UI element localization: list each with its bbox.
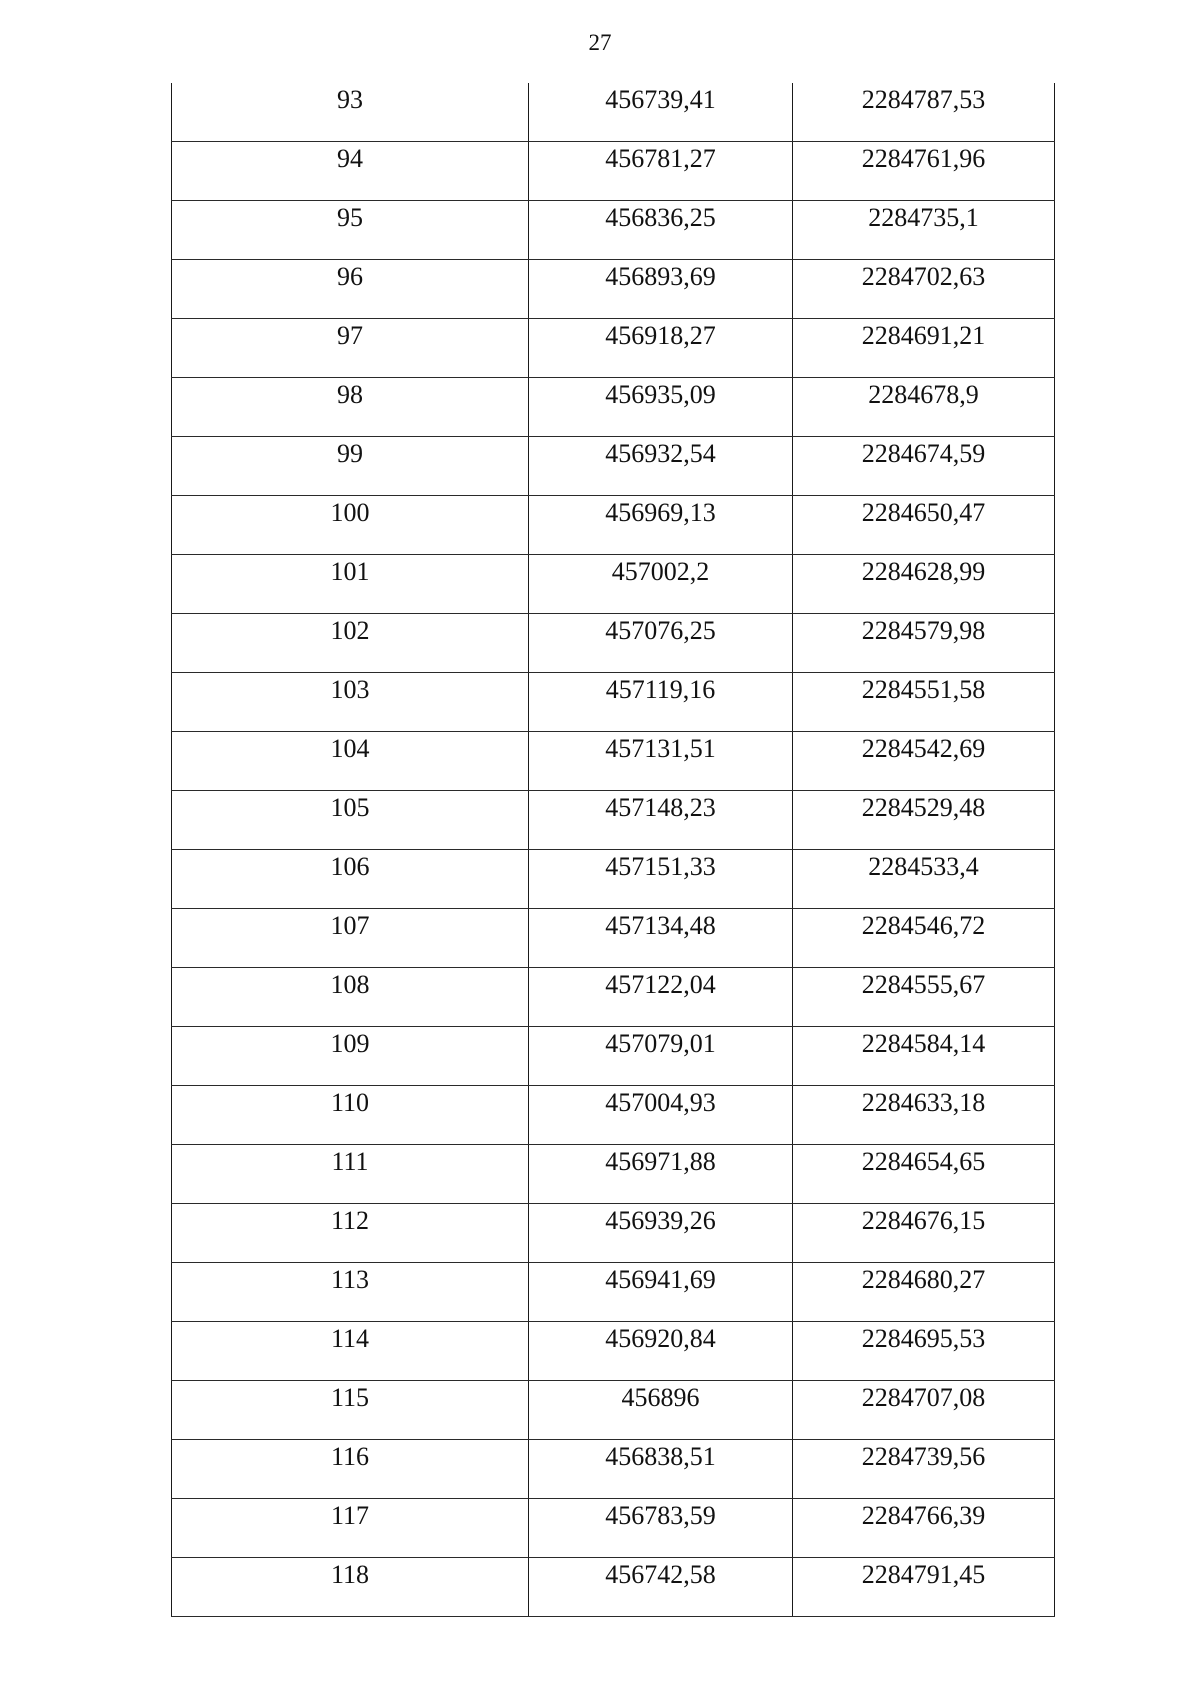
y-coordinate-cell-text: 2284680,27 [861,1265,986,1294]
x-coordinate-cell [529,555,793,614]
x-coordinate-cell-text: 456918,27 [605,321,716,350]
point-number-cell [172,673,529,732]
point-number-cell-text: 109 [330,1029,370,1058]
table-row [172,850,1055,909]
point-number-cell [172,201,529,260]
y-coordinate-cell [793,555,1055,614]
point-number-cell-text: 100 [330,498,370,527]
y-coordinate-cell-text: 2284584,14 [861,1029,986,1058]
point-number-cell-text: 114 [330,1324,370,1353]
point-number-cell [172,1027,529,1086]
x-coordinate-cell-text: 457151,33 [605,852,716,881]
y-coordinate-cell-text: 2284676,15 [861,1206,986,1235]
point-number-cell-text: 99 [337,439,363,468]
y-coordinate-cell [793,201,1055,260]
y-coordinate-cell [793,319,1055,378]
table-row [172,1440,1055,1499]
x-coordinate-cell [529,909,793,968]
point-number-cell-text: 96 [337,262,363,291]
y-coordinate-cell [793,1145,1055,1204]
x-coordinate-cell [529,378,793,437]
table-row [172,555,1055,614]
y-coordinate-cell-text: 2284691,21 [861,321,986,350]
y-coordinate-cell [793,1027,1055,1086]
x-coordinate-cell [529,437,793,496]
point-number-cell-text: 105 [330,793,370,822]
y-coordinate-cell [793,909,1055,968]
table-row [172,437,1055,496]
point-number-cell-text: 110 [330,1088,370,1117]
x-coordinate-cell [529,1499,793,1558]
x-coordinate-cell [529,1381,793,1440]
point-number-cell-text: 118 [330,1560,370,1589]
y-coordinate-cell-text: 2284533,4 [868,852,979,881]
table-row [172,1499,1055,1558]
y-coordinate-cell [793,1440,1055,1499]
x-coordinate-cell-text: 456969,13 [605,498,716,527]
page-number: 27 [588,30,612,55]
point-number-cell-text: 102 [330,616,370,645]
y-coordinate-cell-text: 2284551,58 [861,675,986,704]
x-coordinate-cell [529,1263,793,1322]
point-number-cell-text: 97 [337,321,363,350]
table-row [172,83,1055,142]
y-coordinate-cell [793,496,1055,555]
y-coordinate-cell-text: 2284529,48 [861,793,986,822]
x-coordinate-cell-text: 456932,54 [605,439,716,468]
table-row [172,968,1055,1027]
point-number-cell [172,1322,529,1381]
x-coordinate-cell [529,850,793,909]
point-number-cell-text: 111 [331,1147,369,1176]
point-number-cell [172,1381,529,1440]
y-coordinate-cell-text: 2284735,1 [868,203,979,232]
table-row [172,1558,1055,1617]
table-row [172,1381,1055,1440]
x-coordinate-cell [529,968,793,1027]
point-number-cell [172,496,529,555]
point-number-cell [172,909,529,968]
y-coordinate-cell-text: 2284546,72 [861,911,986,940]
x-coordinate-cell [529,319,793,378]
point-number-cell-text: 108 [330,970,370,999]
point-number-cell [172,1086,529,1145]
point-number-cell [172,1263,529,1322]
y-coordinate-cell [793,378,1055,437]
x-coordinate-cell [529,83,793,142]
point-number-cell [172,968,529,1027]
y-coordinate-cell [793,260,1055,319]
table-row [172,1086,1055,1145]
point-number-cell-text: 113 [330,1265,370,1294]
point-number-cell-text: 106 [330,852,370,881]
y-coordinate-cell-text: 2284674,59 [861,439,986,468]
x-coordinate-cell-text: 457004,93 [605,1088,716,1117]
point-number-cell [172,1440,529,1499]
y-coordinate-cell [793,1381,1055,1440]
table-row [172,1027,1055,1086]
y-coordinate-cell [793,1499,1055,1558]
y-coordinate-cell-text: 2284791,45 [861,1560,986,1589]
y-coordinate-cell [793,1322,1055,1381]
y-coordinate-cell-text: 2284707,08 [861,1383,986,1412]
x-coordinate-cell-text: 456783,59 [605,1501,716,1530]
x-coordinate-cell [529,732,793,791]
x-coordinate-cell [529,260,793,319]
x-coordinate-cell [529,673,793,732]
y-coordinate-cell [793,83,1055,142]
y-coordinate-cell-text: 2284695,53 [861,1324,986,1353]
y-coordinate-cell [793,1086,1055,1145]
point-number-cell [172,1145,529,1204]
coordinates-table-body [172,83,1055,1617]
y-coordinate-cell-text: 2284628,99 [861,557,986,586]
point-number-cell [172,437,529,496]
y-coordinate-cell-text: 2284702,63 [861,262,986,291]
point-number-cell [172,791,529,850]
y-coordinate-cell-text: 2284766,39 [861,1501,986,1530]
x-coordinate-cell [529,142,793,201]
point-number-cell [172,732,529,791]
x-coordinate-cell-text: 457122,04 [605,970,716,999]
point-number-cell-text: 107 [330,911,370,940]
y-coordinate-cell-text: 2284579,98 [861,616,986,645]
point-number-cell-text: 116 [330,1442,370,1471]
y-coordinate-cell [793,732,1055,791]
table-row [172,732,1055,791]
y-coordinate-cell-text: 2284654,65 [861,1147,986,1176]
point-number-cell [172,1558,529,1617]
x-coordinate-cell [529,1322,793,1381]
y-coordinate-cell-text: 2284761,96 [861,144,986,173]
point-number-cell-text: 93 [337,85,363,114]
y-coordinate-cell [793,142,1055,201]
table-row [172,909,1055,968]
x-coordinate-cell [529,1086,793,1145]
x-coordinate-cell [529,201,793,260]
y-coordinate-cell [793,968,1055,1027]
x-coordinate-cell-text: 456920,84 [605,1324,716,1353]
y-coordinate-cell [793,791,1055,850]
table-row [172,1204,1055,1263]
x-coordinate-cell [529,614,793,673]
y-coordinate-cell [793,673,1055,732]
point-number-cell-text: 115 [330,1383,370,1412]
x-coordinate-cell-text: 456838,51 [605,1442,716,1471]
x-coordinate-cell-text: 456781,27 [605,144,716,173]
table-row [172,791,1055,850]
x-coordinate-cell [529,1440,793,1499]
x-coordinate-cell-text: 457131,51 [605,734,716,763]
x-coordinate-cell-text: 457134,48 [605,911,716,940]
point-number-cell-text: 95 [337,203,363,232]
x-coordinate-cell-text: 456935,09 [605,380,716,409]
x-coordinate-cell-text: 456941,69 [605,1265,716,1294]
y-coordinate-cell [793,614,1055,673]
y-coordinate-cell-text: 2284739,56 [861,1442,986,1471]
y-coordinate-cell-text: 2284542,69 [861,734,986,763]
y-coordinate-cell-text: 2284555,67 [861,970,986,999]
y-coordinate-cell [793,437,1055,496]
x-coordinate-cell-text: 456896 [621,1383,700,1412]
coordinates-table [171,83,1055,1617]
point-number-cell-text: 98 [337,380,363,409]
x-coordinate-cell [529,496,793,555]
table-row [172,496,1055,555]
x-coordinate-cell-text: 456836,25 [605,203,716,232]
point-number-cell-text: 101 [330,557,370,586]
table-row [172,614,1055,673]
point-number-cell [172,555,529,614]
point-number-cell-text: 94 [337,144,363,173]
y-coordinate-cell-text: 2284650,47 [861,498,986,527]
y-coordinate-cell [793,1558,1055,1617]
table-row [172,378,1055,437]
x-coordinate-cell-text: 457148,23 [605,793,716,822]
table-row [172,1263,1055,1322]
x-coordinate-cell-text: 457076,25 [605,616,716,645]
x-coordinate-cell-text: 457002,2 [611,557,710,586]
x-coordinate-cell-text: 456739,41 [605,85,716,114]
x-coordinate-cell-text: 456742,58 [605,1560,716,1589]
point-number-cell [172,614,529,673]
x-coordinate-cell-text: 457119,16 [605,675,716,704]
point-number-cell [172,260,529,319]
point-number-cell [172,378,529,437]
table-row [172,260,1055,319]
table-row [172,673,1055,732]
point-number-cell-text: 103 [330,675,370,704]
x-coordinate-cell [529,1558,793,1617]
point-number-cell [172,83,529,142]
y-coordinate-cell [793,850,1055,909]
y-coordinate-cell-text: 2284678,9 [868,380,979,409]
y-coordinate-cell-text: 2284633,18 [861,1088,986,1117]
point-number-cell-text: 117 [330,1501,370,1530]
x-coordinate-cell-text: 457079,01 [605,1029,716,1058]
table-row [172,201,1055,260]
x-coordinate-cell [529,791,793,850]
point-number-cell [172,319,529,378]
table-row [172,1322,1055,1381]
point-number-cell-text: 112 [330,1206,370,1235]
x-coordinate-cell [529,1204,793,1263]
point-number-cell [172,1499,529,1558]
table-row [172,142,1055,201]
y-coordinate-cell [793,1204,1055,1263]
point-number-cell [172,850,529,909]
y-coordinate-cell [793,1263,1055,1322]
x-coordinate-cell [529,1027,793,1086]
x-coordinate-cell-text: 456939,26 [605,1206,716,1235]
x-coordinate-cell [529,1145,793,1204]
x-coordinate-cell-text: 456971,88 [605,1147,716,1176]
point-number-cell-text: 104 [330,734,370,763]
point-number-cell [172,1204,529,1263]
point-number-cell [172,142,529,201]
y-coordinate-cell-text: 2284787,53 [861,85,986,114]
x-coordinate-cell-text: 456893,69 [605,262,716,291]
table-row [172,319,1055,378]
table-row [172,1145,1055,1204]
